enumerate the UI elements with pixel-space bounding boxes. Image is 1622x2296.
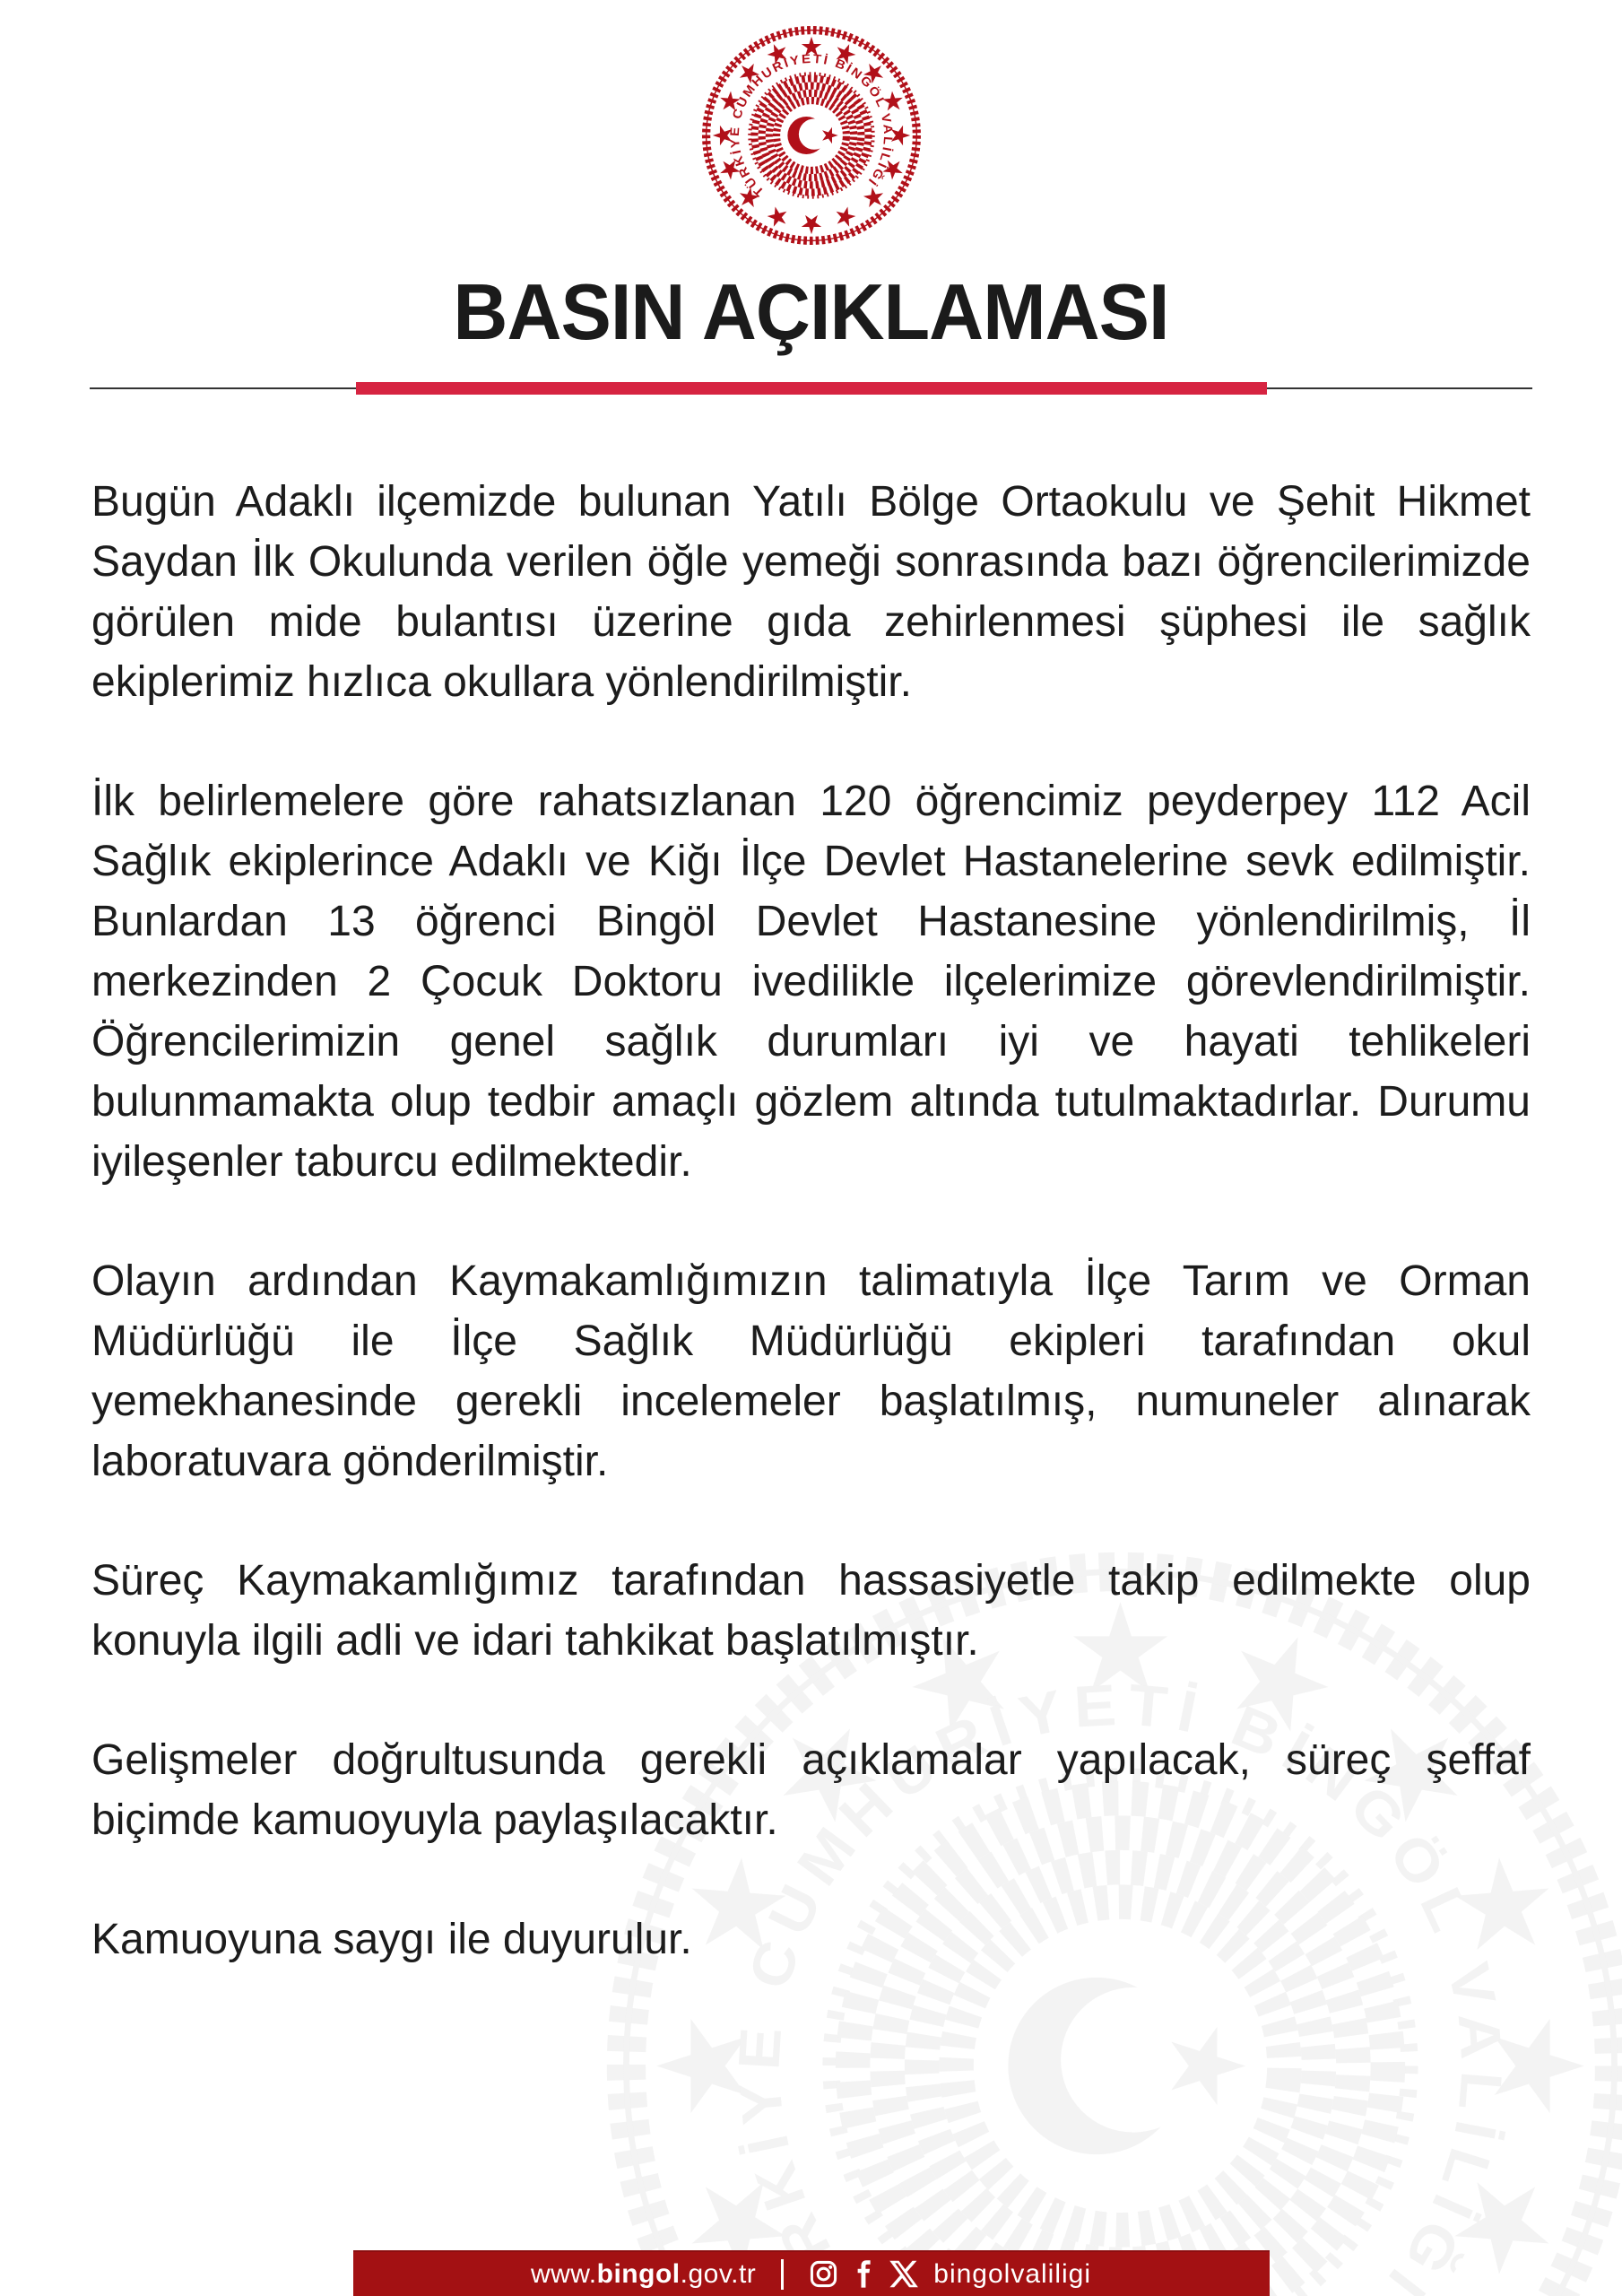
body-paragraph: Kamuoyuna saygı ile duyurulur. — [91, 1916, 692, 1963]
social-handle[interactable]: bingolvaliligi — [933, 2258, 1092, 2289]
divider-red-bar — [356, 382, 1267, 395]
body-paragraph: Olayın ardından Kaymakamlığımızın talimatıyla İlçe Tarım ve Orman Müdürlüğü ile İlçe Sağlık Müdürlüğü ekipleri tarafından okul yemekhanesinde gerekli incelemeler başlatılmış, numuneler alınarak laboratuvara gönderilmiştir. — [91, 1257, 1531, 1485]
body-paragraph: İlk belirlemelere göre rahatsızlanan 120 öğrencimiz peyderpey 112 Acil Sağlık ekiplerince Adaklı ve Kiğı İlçe Devlet Hastanelerine sevk edilmiştir. Bunlardan 13 öğrenci Bingöl Devlet Hastanesine yönlendirilmiş, İl merkezinden 2 Çocuk Doktoru ivedilikle ilçelerimize görevlendirilmiştir. Öğrencilerimizin genel sağlık durumları iyi ve hayati tehlikeleri bulunmamakta olup tedbir amaçlı gözlem altında tutulmaktadırlar. Durumu iyileşenler taburcu edilmektedir. — [91, 778, 1531, 1186]
page-title: BASIN AÇIKLAMASI — [453, 267, 1169, 356]
facebook-icon[interactable] — [849, 2259, 879, 2289]
body-paragraph: Süreç Kaymakamlığımız tarafından hassasiyetle takip edilmekte olup konuyla ilgili adli ve idari tahkikat başlatılmıştır. — [91, 1557, 1531, 1665]
website-prefix: www. — [530, 2258, 597, 2289]
body-paragraph: Gelişmeler doğrultusunda gerekli açıklamalar yapılacak, süreç şeffaf biçimde kamuoyuyla paylaşılacaktır. — [91, 1736, 1531, 1844]
press-release-body — [91, 472, 1531, 1970]
social-icons — [809, 2259, 919, 2289]
instagram-icon[interactable] — [809, 2259, 838, 2289]
website-link[interactable] — [531, 2259, 756, 2290]
title-divider — [90, 382, 1532, 395]
footer-bar — [353, 2250, 1270, 2296]
x-icon[interactable] — [889, 2259, 919, 2289]
website-suffix: .gov.tr — [680, 2258, 757, 2289]
website-bold: bingol — [596, 2258, 681, 2289]
body-paragraph: Bugün Adaklı ilçemizde bulunan Yatılı Bölge Ortaokulu ve Şehit Hikmet Saydan İlk Okulunda verilen öğle yemeği sonrasında bazı öğrencilerimizde görülen mide bulantısı üzerine gıda zehirlenmesi şüphesi ile sağlık ekiplerimiz hızlıca okullara yönlendirilmiştir. — [91, 478, 1531, 706]
footer-divider-line — [781, 2259, 784, 2290]
government-seal-logo — [701, 25, 922, 246]
